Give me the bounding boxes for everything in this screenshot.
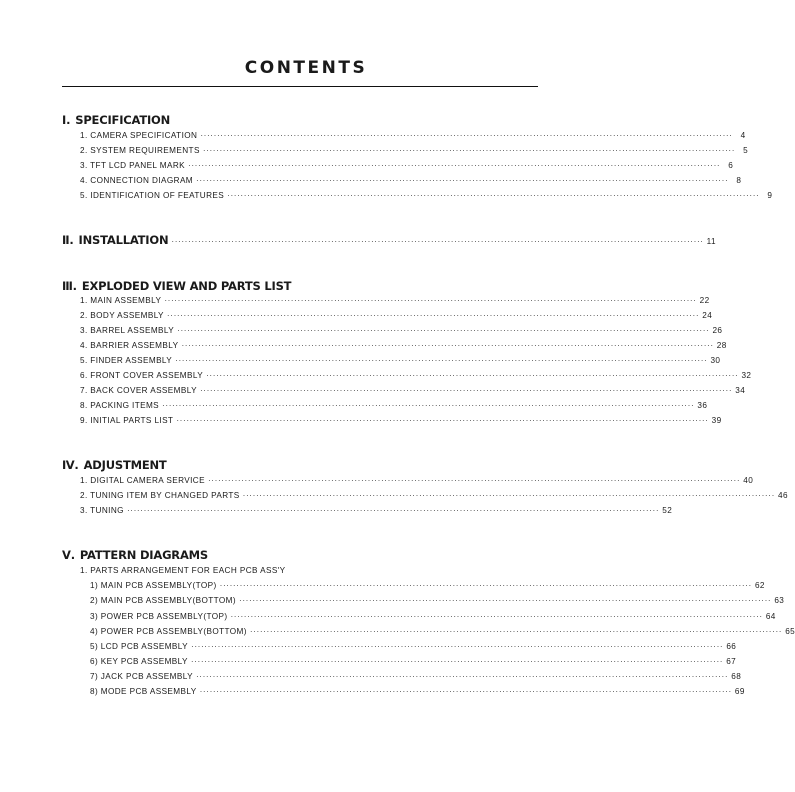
dot-leader: ································································································································································ bbox=[230, 612, 763, 621]
toc-entry-page: 8 bbox=[736, 176, 742, 185]
toc-entry[interactable] bbox=[80, 325, 723, 336]
toc-entry[interactable] bbox=[80, 310, 713, 321]
toc-entry-page: 24 bbox=[702, 311, 713, 320]
toc-entry[interactable] bbox=[80, 505, 673, 516]
dot-leader: ································································································································································ bbox=[162, 401, 695, 410]
toc-entry[interactable] bbox=[90, 611, 776, 622]
toc-entry-page: 62 bbox=[754, 581, 765, 590]
title-divider bbox=[62, 86, 538, 87]
toc-entry[interactable] bbox=[90, 686, 745, 697]
toc-entry-page: 26 bbox=[712, 326, 723, 335]
toc-entry-label: 3. TUNING bbox=[80, 506, 124, 515]
section-heading-adjustment bbox=[62, 458, 167, 472]
dot-leader: ································································································································································ bbox=[202, 146, 736, 155]
section-heading-pattern-diagrams bbox=[62, 548, 208, 562]
toc-entry-page: 63 bbox=[774, 596, 785, 605]
toc-entry-page: 4 bbox=[740, 131, 746, 140]
toc-subheading bbox=[80, 565, 526, 576]
toc-entry-label: 2. TUNING ITEM BY CHANGED PARTS bbox=[80, 491, 240, 500]
toc-entry-page: 36 bbox=[697, 401, 708, 410]
section-numeral: Ⅴ. bbox=[62, 548, 75, 562]
toc-entry-page: 30 bbox=[710, 356, 721, 365]
toc-entry[interactable] bbox=[80, 130, 746, 141]
toc-entry-label: 7. BACK COVER ASSEMBLY bbox=[80, 386, 197, 395]
toc-entry[interactable] bbox=[90, 656, 737, 667]
dot-leader: ································································································································································ bbox=[199, 386, 733, 395]
dot-leader: ································································································································································ bbox=[171, 237, 704, 246]
toc-entry-label: 2) MAIN PCB ASSEMBLY(BOTTOM) bbox=[90, 596, 237, 605]
toc-entry-label: 9. INITIAL PARTS LIST bbox=[80, 416, 174, 425]
toc-entry-label: 8) MODE PCB ASSEMBLY bbox=[90, 687, 197, 696]
dot-leader: ································································································································································ bbox=[176, 416, 709, 425]
toc-entry-label: 4. BARRIER ASSEMBLY bbox=[80, 341, 179, 350]
toc-entry-label: 1) MAIN PCB ASSEMBLY(TOP) bbox=[90, 581, 217, 590]
toc-entry-label: 4. CONNECTION DIAGRAM bbox=[80, 176, 194, 185]
toc-subheading-label: 1. PARTS ARRANGEMENT FOR EACH PCB ASS'Y bbox=[80, 566, 286, 575]
toc-entry-page: 5 bbox=[743, 146, 749, 155]
page-title: CONTENTS bbox=[244, 58, 368, 78]
toc-entry-page: 64 bbox=[765, 612, 776, 621]
toc-entry-page: 67 bbox=[726, 657, 737, 666]
toc-entry[interactable] bbox=[90, 641, 737, 652]
toc-entry[interactable] bbox=[80, 385, 746, 396]
dot-leader: ································································································································································ bbox=[126, 506, 660, 515]
dot-leader: ································································································································································ bbox=[249, 627, 783, 636]
section-heading-installation[interactable] bbox=[62, 233, 716, 247]
toc-entry[interactable] bbox=[90, 671, 742, 682]
section-title: EXPLODED VIEW AND PARTS LIST bbox=[81, 279, 292, 293]
toc-entry-page: 11 bbox=[706, 237, 716, 246]
toc-entry[interactable] bbox=[80, 415, 722, 426]
toc-entry-page: 69 bbox=[734, 687, 745, 696]
toc-entry-label: 3. TFT LCD PANEL MARK bbox=[80, 161, 186, 170]
dot-leader: ································································································································································ bbox=[206, 371, 739, 380]
dot-leader: ································································································································································ bbox=[195, 672, 729, 681]
toc-entry-label: 7) JACK PCB ASSEMBLY bbox=[90, 672, 193, 681]
section-title: ADJUSTMENT bbox=[83, 458, 167, 472]
dot-leader: ································································································································································ bbox=[181, 341, 714, 350]
toc-entry-page: 9 bbox=[767, 191, 773, 200]
section-title: INSTALLATION bbox=[78, 233, 169, 247]
dot-leader: ································································································································································ bbox=[207, 476, 741, 485]
toc-entry[interactable] bbox=[90, 580, 765, 591]
toc-entry[interactable] bbox=[80, 370, 752, 381]
toc-entry[interactable] bbox=[80, 355, 721, 366]
dot-leader: ································································································································································ bbox=[242, 491, 775, 500]
toc-entry-label: 5. FINDER ASSEMBLY bbox=[80, 356, 173, 365]
toc-entry[interactable] bbox=[80, 190, 773, 201]
section-title: PATTERN DIAGRAMS bbox=[79, 548, 208, 562]
toc-entry-page: 46 bbox=[777, 491, 788, 500]
dot-leader: ································································································································································ bbox=[188, 161, 721, 170]
toc-entry-label: 3) POWER PCB ASSEMBLY(TOP) bbox=[90, 612, 228, 621]
toc-entry-label: 1. DIGITAL CAMERA SERVICE bbox=[80, 476, 205, 485]
dot-leader: ································································································································································ bbox=[190, 657, 724, 666]
toc-entry[interactable] bbox=[90, 595, 785, 606]
toc-entry[interactable] bbox=[80, 160, 734, 171]
dot-leader: ································································································································································ bbox=[239, 596, 772, 605]
dot-leader: ································································································································································ bbox=[191, 642, 724, 651]
toc-entry-label: 1. MAIN ASSEMBLY bbox=[80, 296, 162, 305]
toc-entry-page: 40 bbox=[743, 476, 754, 485]
dot-leader: ································································································································································ bbox=[175, 356, 708, 365]
toc-entry-page: 6 bbox=[728, 161, 734, 170]
section-numeral: Ⅳ. bbox=[62, 458, 79, 472]
section-numeral: Ⅱ. bbox=[62, 233, 74, 247]
toc-entry-page: 68 bbox=[731, 672, 742, 681]
toc-entry-page: 52 bbox=[662, 506, 673, 515]
toc-entry-page: 22 bbox=[699, 296, 710, 305]
toc-entry-label: 8. PACKING ITEMS bbox=[80, 401, 160, 410]
toc-entry[interactable] bbox=[80, 295, 710, 306]
toc-entry-page: 66 bbox=[726, 642, 737, 651]
toc-entry[interactable] bbox=[80, 400, 708, 411]
toc-entry[interactable] bbox=[80, 145, 749, 156]
toc-entry-label: 2. BODY ASSEMBLY bbox=[80, 311, 164, 320]
dot-leader: ································································································································································ bbox=[164, 296, 697, 305]
dot-leader: ································································································································································ bbox=[196, 176, 729, 185]
dot-leader: ································································································································································ bbox=[166, 311, 700, 320]
dot-leader: ································································································································································ bbox=[227, 191, 760, 200]
section-numeral: Ⅲ. bbox=[62, 279, 77, 293]
toc-entry-label: 6) KEY PCB ASSEMBLY bbox=[90, 657, 188, 666]
toc-entry-label: 6. FRONT COVER ASSEMBLY bbox=[80, 371, 204, 380]
dot-leader: ································································································································································ bbox=[177, 326, 710, 335]
toc-entry[interactable] bbox=[90, 626, 795, 637]
toc-entry-page: 32 bbox=[741, 371, 752, 380]
toc-entry-page: 39 bbox=[711, 416, 722, 425]
dot-leader: ································································································································································ bbox=[219, 581, 752, 590]
toc-entry-label: 4) POWER PCB ASSEMBLY(BOTTOM) bbox=[90, 627, 247, 636]
toc-entry-label: 2. SYSTEM REQUIREMENTS bbox=[80, 146, 200, 155]
toc-entry-page: 34 bbox=[735, 386, 746, 395]
toc-entry-page: 28 bbox=[716, 341, 727, 350]
toc-entry-page: 65 bbox=[785, 627, 795, 636]
toc-entry[interactable] bbox=[80, 175, 742, 186]
section-heading-specification bbox=[62, 113, 170, 127]
toc-entry-label: 5) LCD PCB ASSEMBLY bbox=[90, 642, 188, 651]
section-numeral: Ⅰ. bbox=[62, 113, 71, 127]
toc-entry-label: 3. BARREL ASSEMBLY bbox=[80, 326, 175, 335]
dot-leader: ································································································································································ bbox=[199, 687, 732, 696]
toc-entry-label: 1. CAMERA SPECIFICATION bbox=[80, 131, 198, 140]
dot-leader: ································································································································································ bbox=[200, 131, 733, 140]
toc-entry[interactable] bbox=[80, 340, 727, 351]
toc-entry-label: 5. IDENTIFICATION OF FEATURES bbox=[80, 191, 225, 200]
section-heading-exploded-view bbox=[62, 279, 291, 293]
toc-entry[interactable] bbox=[80, 475, 754, 486]
section-title: SPECIFICATION bbox=[75, 113, 171, 127]
toc-entry[interactable] bbox=[80, 490, 788, 501]
